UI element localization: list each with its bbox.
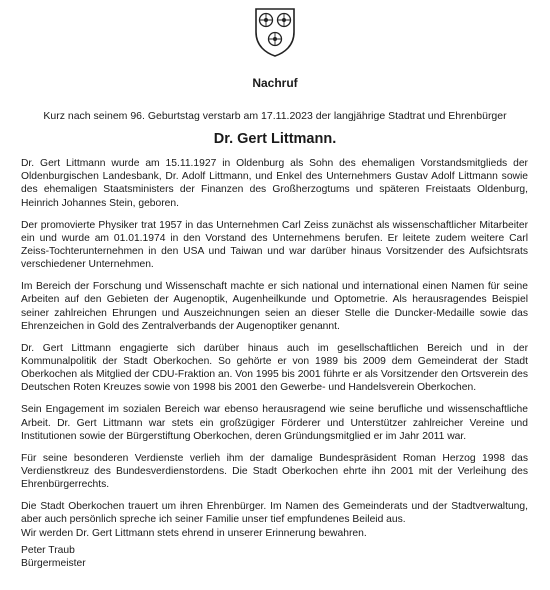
paragraph-research: Im Bereich der Forschung und Wissenschaft machte er sich national und international einen Namen für seine Arbeiten auf den Gebieten der Augenoptik, Augenheilkunde und Optometrie. Als herausragendes Beispiel seiner zahlreichen Ehrungen und Auszeichnungen seien an dieser Stelle die Duncker-Medaille sowie das Ehrenzeichen in Gold des Zentralverbands der Augenoptiker genannt.	[21, 281, 528, 332]
signatory-title: Bürgermeister	[21, 558, 86, 570]
condolence-text: Die Stadt Oberkochen trauert um ihren Ehrenbürger. Im Namen des Gemeinderats und der Stadtverwaltung, aber auch persönlich spreche ich seiner Familie unser tief empfundenes Beileid aus.	[21, 501, 528, 526]
paragraph-career: Der promovierte Physiker trat 1957 in das Unternehmen Carl Zeiss zunächst als wissenschaftlicher Mitarbeiter ein und wurde am 01.01.1974 in den Vorstand des Unternehmens berufen. Er leitete zudem weitere Carl Zeiss-Tochterunternehmen in den USA und Taiwan und war darüber hinaus Vorsitzender des Aufsichtsrats verschiedener Unternehmen.	[21, 219, 528, 271]
remembrance-text: Wir werden Dr. Gert Littmann stets ehrend in unserer Erinnerung bewahren.	[21, 527, 367, 539]
paragraph-honors: Für seine besonderen Verdienste verlieh ihm der damalige Bundespräsident Roman Herzog 1998 das Verdienstkreuz des Bundesverdienstordens. Die Stadt Oberkochen ehrte ihn 2001 mit der Verleihung des Ehrenbürgerrechts.	[21, 452, 528, 491]
paragraph-social: Sein Engagement im sozialen Bereich war ebenso herausragend wie seine berufliche und wissenschaftliche Arbeit. Dr. Gert Littmann war stets ein großzügiger Förderer und Unterstützer zahlreicher Vereine und Institutionen sowie der Bürgerstiftung Oberkochen, deren Gründungsmitglied er im Jahr 2011 war.	[21, 404, 528, 442]
intro-line: Kurz nach seinem 96. Geburtstag verstarb am 17.11.2023 der langjährige Stadtrat und Ehrenbürger	[43, 110, 507, 122]
paragraph-politics: Dr. Gert Littmann engagierte sich darüber hinaus auch im gesellschaftlichen Bereich und in der Kommunalpolitik der Stadt Oberkochen. So gehörte er von 1989 bis 2009 dem Gemeinderat der Stadt Oberkochen als Mitglied der CDU-Fraktion an. Von 1995 bis 2001 führte er als Vorsitzender den Ortsverein des Deutschen Roten Kreuzes sowie von 1998 bis 2001 den Gewerbe- und Handelsverein Oberkochen.	[21, 342, 528, 394]
obituary-heading: Nachruf	[252, 76, 298, 90]
obituary-body	[21, 157, 528, 540]
signature-block	[21, 544, 86, 570]
paragraph-biography: Dr. Gert Littmann wurde am 15.11.1927 in Oldenburg als Sohn des ehemaligen Vorstandsmitglieds der Oldenburgischen Landesbank, Dr. Adolf Littmann, und Enkel des Unternehmers Gustav Adolf Littmann sowie des ehemaligen Staatsministers der Finanzen des Großherzogtums und späteren Freistaats Oldenburg, Heinrich Johannes Stein, geboren.	[21, 158, 528, 209]
signatory-name: Peter Traub	[21, 545, 75, 556]
paragraph-condolence	[21, 500, 528, 540]
deceased-name: Dr. Gert Littmann.	[213, 131, 337, 147]
coat-of-arms-icon	[253, 6, 297, 58]
